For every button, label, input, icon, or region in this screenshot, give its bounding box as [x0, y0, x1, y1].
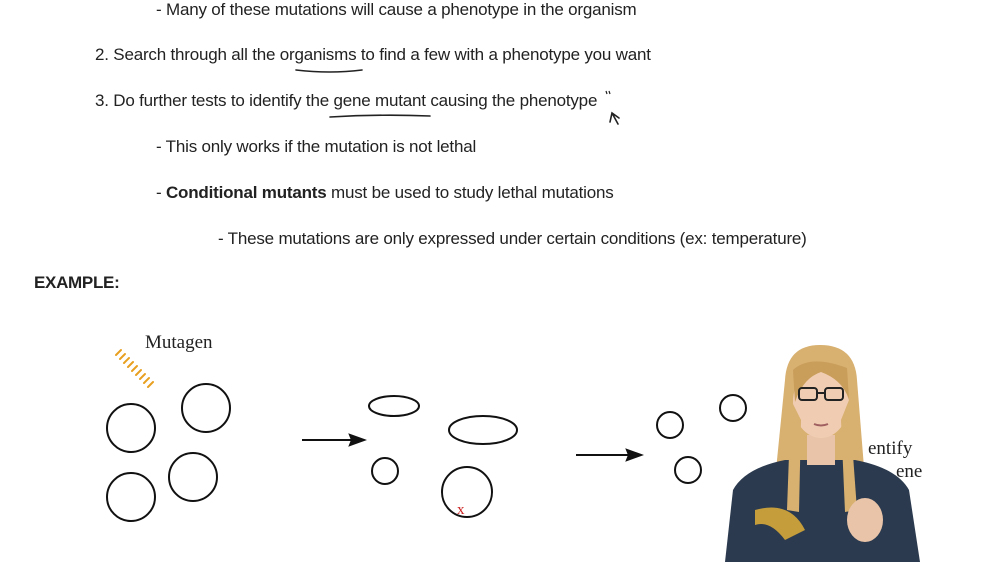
arrow-right-icon	[302, 435, 364, 445]
conditional-mutants-term: Conditional mutants	[165, 183, 327, 202]
step-2-search: 2. Search through all the organisms to find a few with a phenotype you want	[95, 45, 651, 64]
cell	[372, 458, 398, 484]
bullet-many-mutations: - Many of these mutations will cause a phenotype in the organism	[156, 0, 637, 19]
bullet-rest: must be used to study lethal mutations	[326, 183, 614, 202]
initial-cells	[107, 384, 230, 521]
cell	[107, 404, 155, 452]
cell	[182, 384, 230, 432]
presenter-hand	[847, 498, 883, 542]
cell	[657, 412, 683, 438]
cell	[675, 457, 701, 483]
cell-lethal	[442, 467, 492, 517]
step-3-further-tests: 3. Do further tests to identify the gene mutant causing the phenotype	[95, 91, 598, 110]
bullet-conditions: - These mutations are only expressed under certain conditions (ex: temperature)	[218, 229, 807, 248]
quote-mark	[606, 91, 610, 94]
partial-label-identify: entify	[868, 438, 913, 459]
bullet-dash: -	[156, 183, 166, 202]
cell	[107, 473, 155, 521]
mutagen-rays	[116, 350, 153, 387]
example-heading: EXAMPLE:	[34, 273, 120, 292]
cell-oval	[449, 416, 517, 444]
lethal-mark: x	[457, 502, 465, 518]
presenter-shirt	[725, 460, 923, 562]
underline-gene-mutant	[330, 115, 430, 117]
underline-organisms	[296, 70, 362, 72]
cell	[169, 453, 217, 501]
partial-label-gene: ene	[896, 461, 923, 482]
cell-oval	[369, 396, 419, 416]
cursor-arrow-icon	[610, 113, 619, 124]
presenter-video	[715, 340, 927, 562]
arrow-right-icon	[576, 450, 641, 460]
mutated-cells	[369, 396, 517, 517]
mutagen-label: Mutagen	[145, 332, 213, 353]
bullet-not-lethal: - This only works if the mutation is not lethal	[156, 137, 477, 156]
